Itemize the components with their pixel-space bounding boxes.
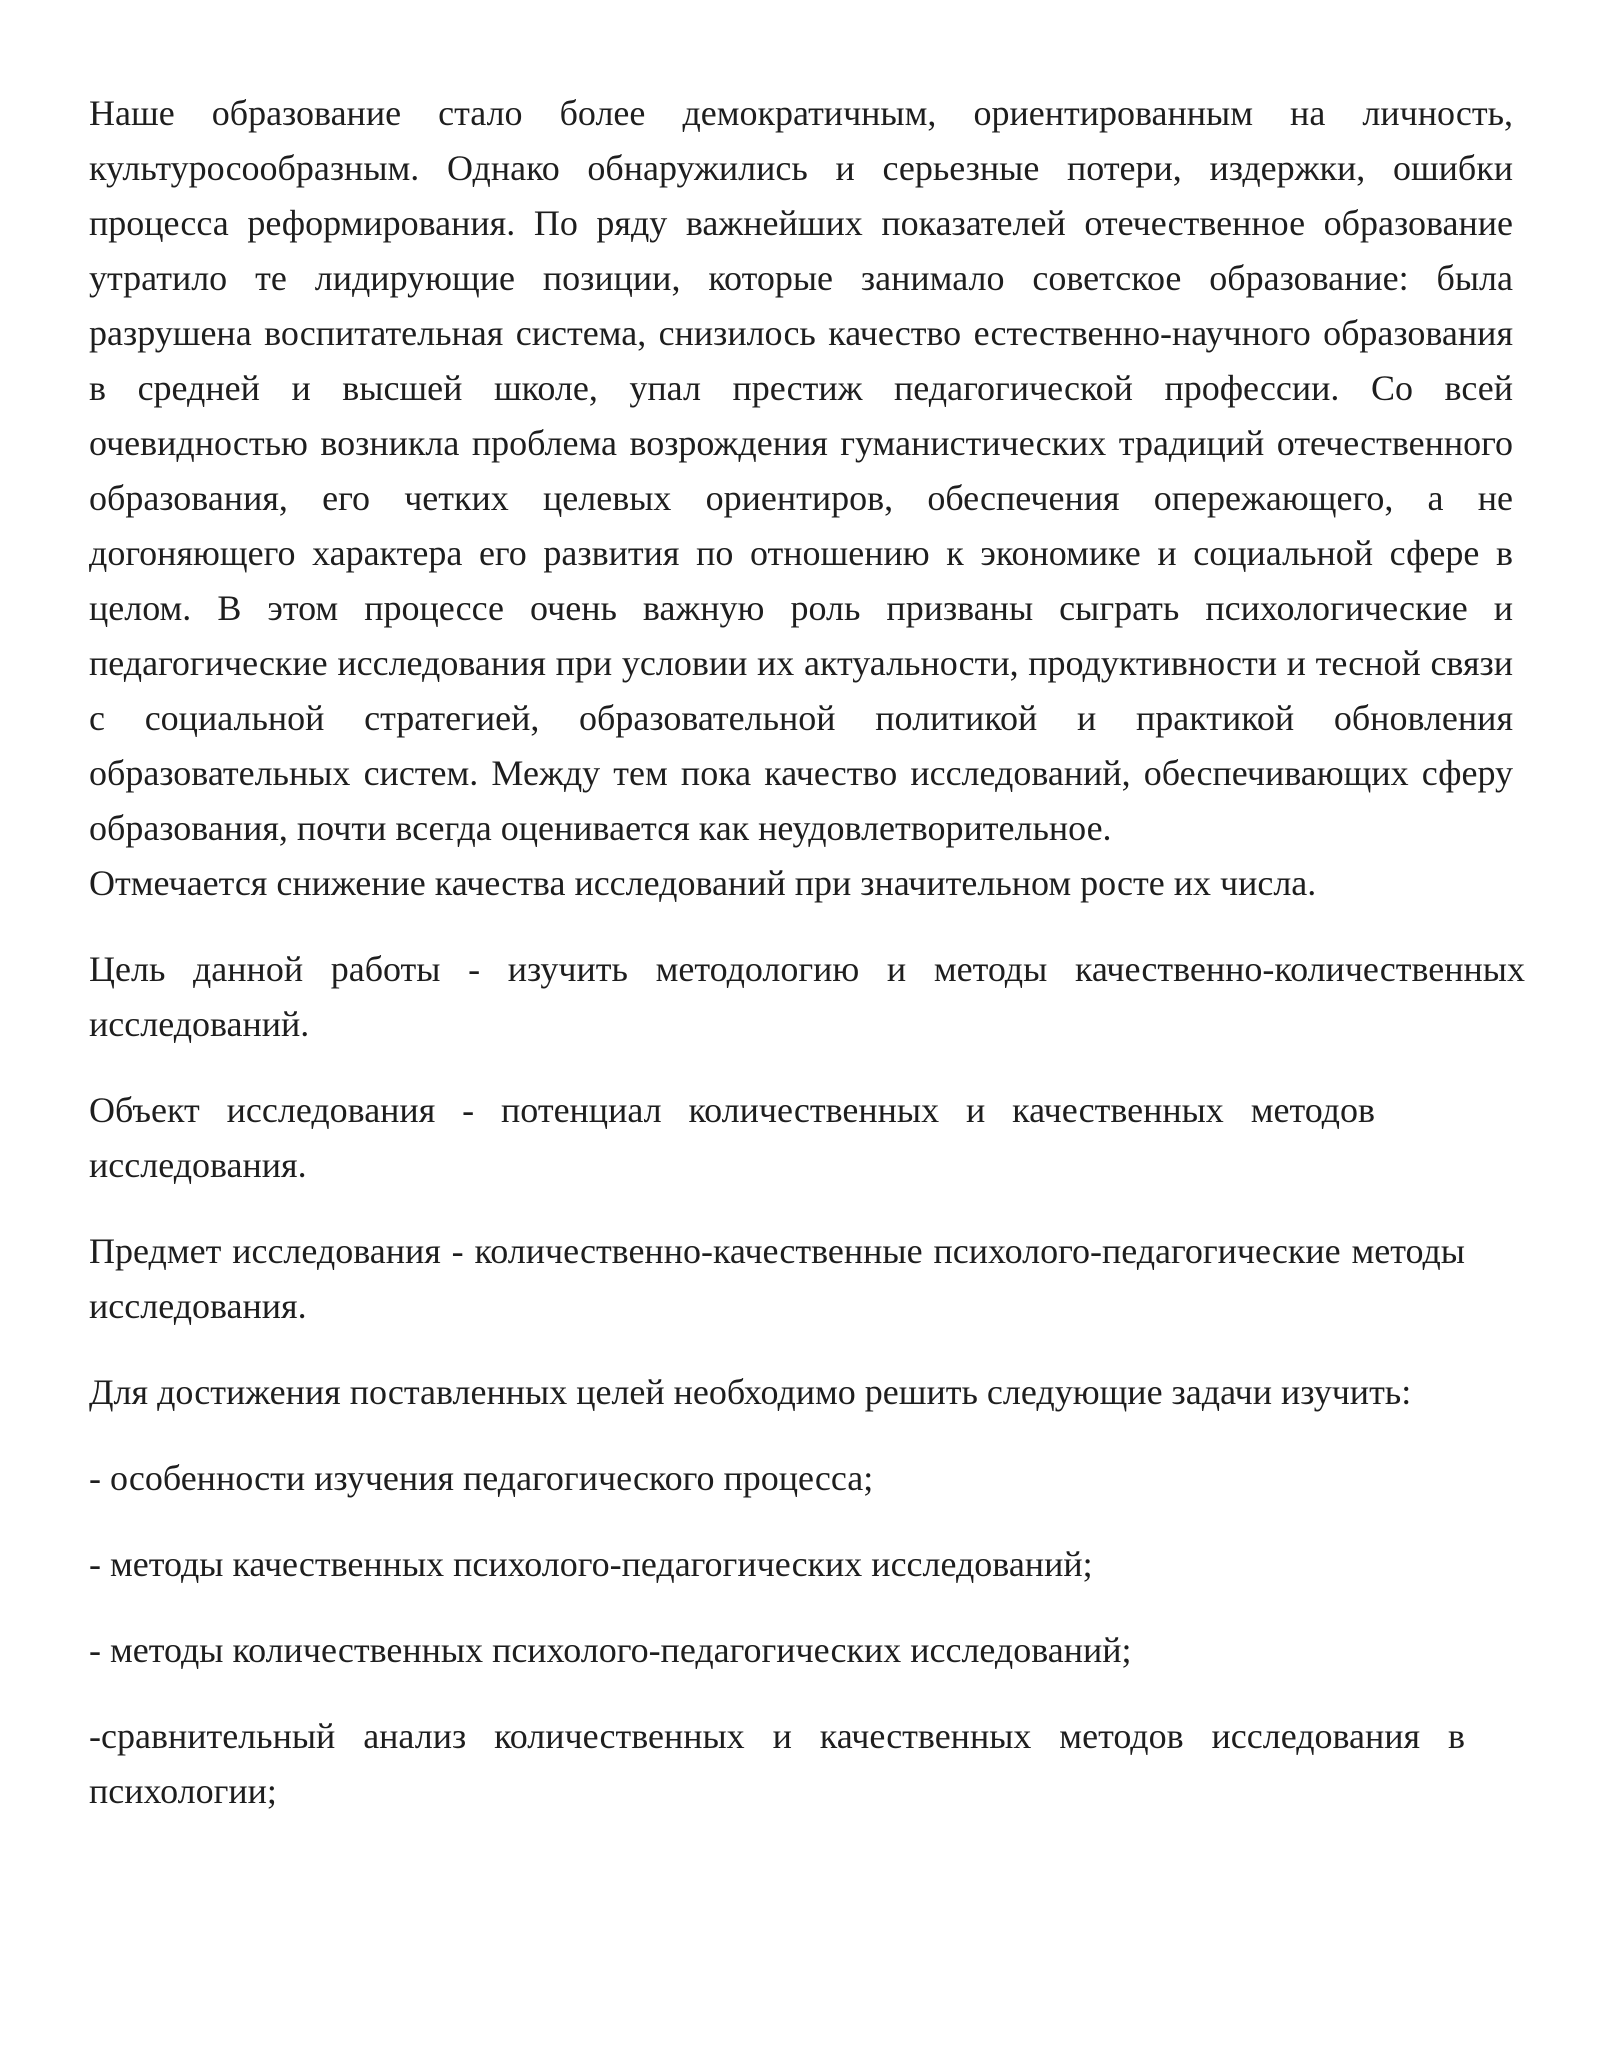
task-list-item: - особенности изучения педагогического процесса; [89, 1458, 874, 1498]
intro-paragraph: Наше образование стало более демократичным, ориентированным на личность, культуросообразным. Однако обнаружились и серьезные потери, издержки, ошибки процесса реформирования. По ряду важнейших показателей отечественное образование утратило те лидирующие позиции, которые занимало советское образование: была разрушена воспитательная система, снизилось качество естественно-научного образования в средней и высшей школе, упал престиж педагогической профессии. Со всей очевидностью возникла проблема возрождения гуманистических традиций отечественного образования, его четких целевых ориентиров, обеспечения опережающего, а не догоняющего характера его развития по отношению к экономике и социальной сфере в целом. В этом процессе очень важную роль призваны сыграть психологические и педагогические исследования при условии их актуальности, продуктивности и тесной связи с социальной стратегией, образовательной политикой и практикой обновления образовательных систем. Между тем пока качество исследований, обеспечивающих сферу образования, почти всегда оценивается как неудовлетворительное. [89, 93, 1513, 848]
object-paragraph: Объект исследования - потенциал количественных и качественных методов исследования. [89, 1090, 1375, 1185]
goal-paragraph: Цель данной работы - изучить методологию и методы качественно-количественных исследований. [89, 949, 1525, 1044]
task-list-item: - методы качественных психолого-педагогических исследований; [89, 1544, 1093, 1584]
tasks-intro-paragraph: Для достижения поставленных целей необходимо решить следующие задачи изучить: [89, 1372, 1412, 1412]
task-list-item: -сравнительный анализ количественных и качественных методов исследования в психологии; [89, 1716, 1465, 1811]
task-list-item: - методы количественных психолого-педагогических исследований; [89, 1630, 1132, 1670]
subject-paragraph: Предмет исследования - количественно-качественные психолого-педагогические методы исследования. [89, 1231, 1465, 1326]
closing-line: Отмечается снижение качества исследований при значительном росте их числа. [89, 863, 1317, 903]
